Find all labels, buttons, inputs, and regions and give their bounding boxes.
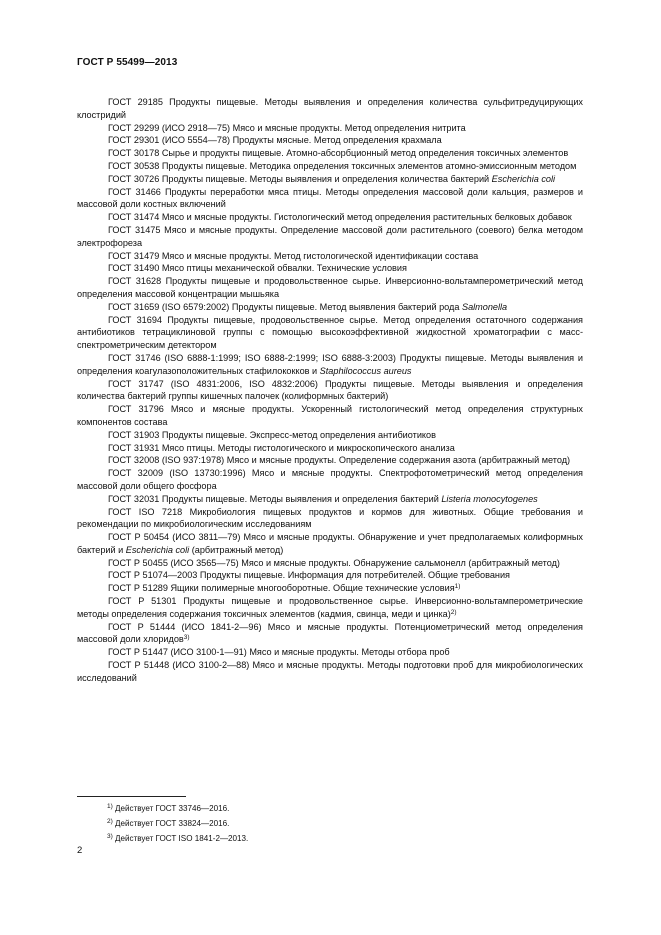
reference-text: ГОСТ 30726 Продукты пищевые. Методы выявления и определения количества бактерий: [108, 173, 492, 184]
reference-text: ГОСТ 29299 (ИСО 2918—75) Мясо и мясные продукты. Метод определения нитрита: [108, 122, 466, 133]
reference-text: ГОСТ Р 51447 (ИСО 3100-1—91) Мясо и мясные продукты. Методы отбора проб: [108, 647, 450, 658]
reference-item: [77, 262, 583, 275]
reference-item: [77, 134, 583, 147]
reference-item: [77, 378, 583, 404]
reference-text: ГОСТ Р 50455 (ИСО 3565—75) Мясо и мясные продукты. Обнаружение сальмонелл (арбитражный метод): [108, 557, 560, 568]
reference-text: ГОСТ 31796 Мясо и мясные продукты. Ускоренный гистологический метод определения структурных компонентов состава: [77, 404, 583, 427]
reference-item: [77, 147, 583, 160]
reference-text: ГОСТ ISO 7218 Микробиология пищевых продуктов и кормов для животных. Общие требования и рекомендации по микробиологическим исследованиям: [77, 506, 583, 530]
reference-item: [77, 173, 583, 186]
reference-item: [77, 250, 583, 263]
reference-text: ГОСТ 29301 (ИСО 5554—78) Продукты мясные. Метод определения крахмала: [108, 135, 442, 146]
reference-item: [77, 595, 583, 621]
reference-item: [77, 122, 583, 135]
footnote-text: Действует ГОСТ 33824—2016.: [112, 819, 230, 828]
reference-item: [77, 493, 583, 506]
reference-text: ГОСТ 31474 Мясо и мясные продукты. Гистологический метод определения растительных белковых добавок: [108, 212, 572, 223]
reference-text: ГОСТ 31747 (ISO 4831:2006, ISO 4832:2006) Продукты пищевые. Методы выявления и определения количества бактерий группы кишечных палочек (колиформных бактерий): [77, 378, 583, 402]
reference-text: ГОСТ 31903 Продукты пищевые. Экспресс-метод определения антибиотиков: [108, 429, 436, 440]
reference-item: [77, 314, 583, 352]
reference-item: [77, 557, 583, 570]
footnote-number: 2): [107, 818, 113, 825]
footnote-marker[interactable]: 2): [450, 608, 457, 616]
reference-text: ГОСТ 32009 (ISO 13730:1996) Мясо и мясные продукты. Спектрофотометрический метод определения массовой доли общего фосфора: [77, 468, 583, 491]
reference-item: [77, 467, 583, 493]
footnote-marker[interactable]: 3): [183, 634, 190, 642]
reference-text: ГОСТ Р 50454 (ИСО 3811—79) Мясо и мясные продукты. Обнаружение и учет предполагаемых колиформных бактерий и: [77, 532, 583, 555]
reference-text: ГОСТ Р 51448 (ИСО 3100-2—88) Мясо и мясные продукты. Методы подготовки проб для микробиологических исследований: [77, 660, 583, 683]
reference-item: [77, 454, 583, 467]
reference-item: [77, 186, 583, 212]
footnotes-list: [107, 801, 248, 846]
footnote-divider: [77, 796, 186, 797]
footnote-text: Действует ГОСТ ISO 1841-2—2013.: [112, 834, 249, 843]
footnote-text: Действует ГОСТ 33746—2016.: [112, 804, 230, 813]
reference-item: [77, 531, 583, 557]
footnote: [107, 816, 248, 831]
reference-text: ГОСТ 31479 Мясо и мясные продукты. Метод гистологической идентификации состава: [108, 250, 479, 261]
footnote-marker[interactable]: 1): [454, 583, 461, 591]
reference-text: ГОСТ 31694 Продукты пищевые, продовольственное сырье. Метод определения остаточного содержания антибиотиков тетрациклиновой группы с помощью высокоэффективной жидкостной хроматографии с масс-спектрометрическим детектором: [77, 314, 583, 351]
reference-item: [77, 582, 583, 595]
reference-text: ГОСТ 30538 Продукты пищевые. Методика определения токсичных элементов атомно-эмиссионным методом: [108, 160, 577, 171]
footnote-number: 1): [107, 803, 113, 810]
reference-text: (арбитражный метод): [189, 544, 284, 555]
species-name: Salmonella: [461, 301, 508, 312]
reference-text: ГОСТ 31659 (ISO 6579:2002) Продукты пищевые. Метод выявления бактерий рода: [108, 301, 462, 312]
normative-references-list: [77, 96, 583, 685]
reference-text: ГОСТ 31628 Продукты пищевые и продовольственное сырье. Инверсионно-вольтамперометрический метод определения массовой концентрации мышьяка: [77, 276, 583, 299]
reference-item: [77, 646, 583, 659]
species-name: Listeria monocytogenes: [441, 493, 538, 504]
reference-item: [77, 160, 583, 173]
reference-text: ГОСТ 31466 Продукты переработки мяса птицы. Методы определения массовой доли кальция, размеров и массовой доли костных включений: [77, 186, 583, 210]
species-name: Staphilococcus aureus: [319, 365, 412, 376]
reference-item: [77, 506, 583, 532]
reference-item: [77, 621, 583, 647]
reference-text: ГОСТ Р 51289 Ящики полимерные многооборотные. Общие технические условия: [108, 583, 455, 594]
reference-text: ГОСТ 29185 Продукты пищевые. Методы выявления и определения количества сульфитредуцирующих клостридий: [77, 97, 583, 120]
page-number: 2: [77, 845, 83, 856]
reference-item: [77, 301, 583, 314]
reference-text: ГОСТ Р 51074—2003 Продукты пищевые. Информация для потребителей. Общие требования: [108, 570, 510, 581]
footnote-number: 3): [107, 833, 113, 840]
reference-text: ГОСТ 31475 Мясо и мясные продукты. Определение массовой доли растительного (соевого) белка методом электрофореза: [77, 224, 583, 248]
reference-text: ГОСТ 31746 (ISO 6888-1:1999; ISO 6888-2:1999; ISO 6888-3:2003) Продукты пищевые. Методы выявления и определения коагулазоположительных стафилококков и: [77, 352, 583, 376]
reference-item: [77, 569, 583, 582]
reference-item: [77, 442, 583, 455]
reference-text: ГОСТ Р 51301 Продукты пищевые и продовольственное сырье. Инверсионно-вольтамперометрические методы определения содержания токсичных элементов (кадмия, свинца, меди и цинка): [77, 596, 583, 619]
reference-item: [77, 96, 583, 122]
species-name: Escherichia coli: [125, 544, 190, 555]
reference-text: ГОСТ 32031 Продукты пищевые. Методы выявления и определения бактерий: [108, 493, 442, 504]
reference-item: [77, 275, 583, 301]
reference-item: [77, 352, 583, 378]
reference-text: ГОСТ 31490 Мясо птицы механической обвалки. Технические условия: [108, 263, 407, 274]
reference-item: [77, 224, 583, 250]
footnote: [107, 831, 248, 846]
reference-text: ГОСТ Р 51444 (ИСО 1841-2—96) Мясо и мясные продукты. Потенциометрический метод определения массовой доли хлоридов: [77, 621, 583, 645]
reference-item: [77, 211, 583, 224]
reference-text: ГОСТ 30178 Сырье и продукты пищевые. Атомно-абсорбционный метод определения токсичных элементов: [108, 148, 569, 159]
document-header: ГОСТ Р 55499—2013: [77, 57, 178, 68]
species-name: Escherichia coli: [491, 173, 556, 184]
reference-text: ГОСТ 31931 Мясо птицы. Методы гистологического и микроскопического анализа: [108, 442, 455, 453]
reference-item: [77, 403, 583, 429]
reference-item: [77, 429, 583, 442]
reference-text: ГОСТ 32008 (ISO 937:1978) Мясо и мясные продукты. Определение содержания азота (арбитражный метод): [108, 455, 571, 466]
footnote: [107, 801, 248, 816]
reference-item: [77, 659, 583, 685]
